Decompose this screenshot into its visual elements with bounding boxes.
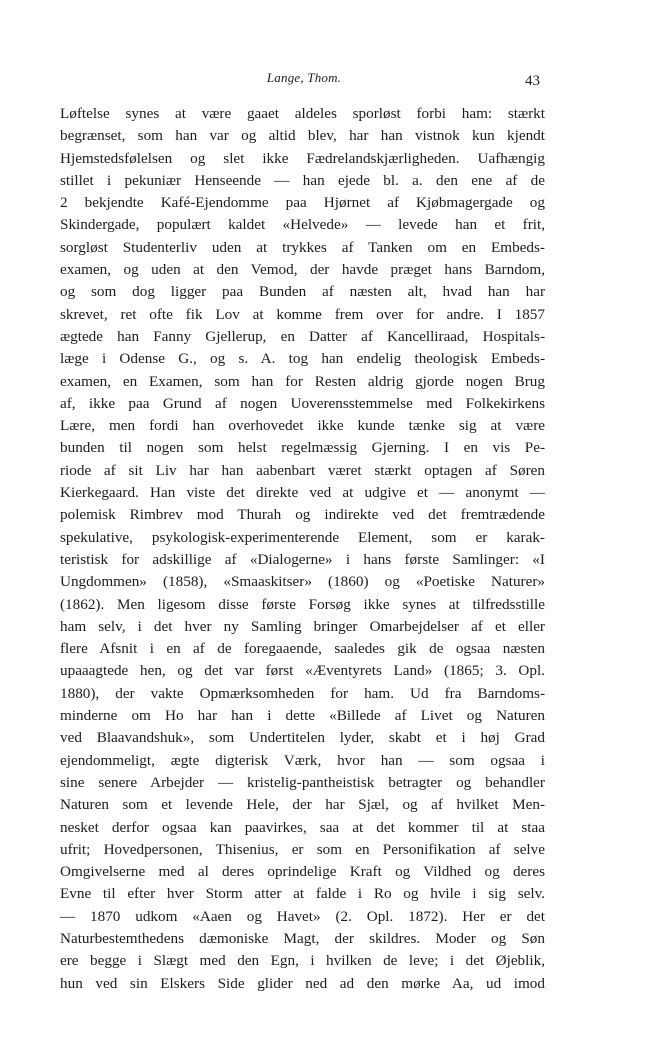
text-line: teristisk for adskillige af «Dialogerne» i hans første Samlinger: «I xyxy=(60,550,545,568)
text-line: riode af sit Liv har han aabenbart været stærkt optagen af Søren xyxy=(60,461,545,479)
text-line: upaaagtede hen, og det var først «Æventyrets Land» (1865; 3. Opl. xyxy=(60,662,545,680)
text-line: begrænset, som han var og altid blev, har han vistnok kun kjendt xyxy=(60,127,545,145)
text-line: nesket derfor ogsaa kan paavirkes, saa at det kommer til at staa xyxy=(60,818,545,836)
text-line: Ungdommen» (1858), «Smaaskitser» (1860) og «Poetiske Naturer» xyxy=(60,573,545,591)
text-line: 2 bekjendte Kafé-Ejendomme paa Hjørnet af Kjøbmagergade og xyxy=(60,194,545,212)
body-text xyxy=(60,103,545,995)
text-line: ere begge i Slægt med den Egn, i hvilken de leve; i det Øjeblik, xyxy=(60,952,545,970)
text-line: flere Afsnit i en af de foregaaende, saaledes gik de ogsaa næsten xyxy=(60,640,545,658)
text-line: spekulative, psykologisk-experimenterende Element, som er karak- xyxy=(60,528,545,546)
text-line: ham selv, i det hver ny Samling bringer Omarbejdelser af et eller xyxy=(60,617,545,635)
text-line: (1862). Men ligesom disse første Forsøg ikke synes at tilfredsstille xyxy=(60,595,545,613)
text-line: minderne om Ho har han i dette «Billede af Livet og Naturen xyxy=(60,707,545,725)
text-line: Omgivelserne med al deres oprindelige Kraft og Vildhed og deres xyxy=(60,863,545,881)
text-line: bunden til nogen som helst regelmæssig Gjerning. I en vis Pe- xyxy=(60,439,545,457)
text-line: Kierkegaard. Han viste det direkte ved at udgive et — anonymt — xyxy=(60,484,545,502)
running-head: Lange, Thom. xyxy=(266,70,342,85)
text-line: Lære, men fordi han overhovedet ikke kunde tænke sig at være xyxy=(60,417,545,435)
text-line: ved Blaavandshuk», som Undertitelen lyder, skabt et i høj Grad xyxy=(60,729,545,747)
text-line: sorgløst Studenterliv uden at trykkes af Tanken om en Embeds- xyxy=(60,238,545,256)
text-line: ufrit; Hovedpersonen, Thisenius, er som en Personifikation af selve xyxy=(60,840,545,858)
text-line: ægtede han Fanny Gjellerup, en Datter af Kancelliraad, Hospitals- xyxy=(60,327,545,345)
text-line: læge i Odense G., og s. A. tog han endelig theologisk Embeds- xyxy=(60,350,545,368)
text-line: Hjemstedsfølelsen og slet ikke Fædrelandskjærligheden. Uafhængig xyxy=(60,149,545,167)
text-line: Skindergade, populært kaldet «Helvede» — levede han et frit, xyxy=(60,216,545,234)
page-number: 43 xyxy=(525,73,540,89)
text-line: Løftelse synes at være gaaet aldeles sporløst forbi ham: stærkt xyxy=(60,105,545,122)
text-line: Naturbestemthedens dæmoniske Magt, der skildres. Moder og Søn xyxy=(60,929,545,947)
text-line: stillet i pekuniær Henseende — han ejede bl. a. den ene af de xyxy=(60,171,545,189)
text-line: Naturen som et levende Hele, der har Sjæl, og af hvilket Men- xyxy=(60,796,545,814)
text-line: Evne til efter hver Storm atter at falde i Ro og hvile i sig selv. xyxy=(60,885,545,903)
text-line: — 1870 udkom «Aaen og Havet» (2. Opl. 1872). Her er det xyxy=(60,907,545,925)
text-line: skrevet, ret ofte fik Lov at komme frem over for andre. I 1857 xyxy=(60,305,545,323)
text-line: og som dog ligger paa Bunden af næsten alt, hvad han har xyxy=(60,283,545,301)
text-line: sine senere Arbejder — kristelig-pantheistisk betragter og behandler xyxy=(60,773,545,791)
text-line: af, ikke paa Grund af nogen Uoverensstemmelse med Folkekirkens xyxy=(60,394,545,412)
text-line: 1880), der vakte Opmærksomheden for ham. Ud fra Barndoms- xyxy=(60,684,545,702)
text-line: examen, en Examen, som han for Resten aldrig gjorde nogen Brug xyxy=(60,372,545,390)
page-header xyxy=(60,70,548,92)
text-line: polemisk Rimbrev mod Thurah og indirekte ved det fremtrædende xyxy=(60,506,545,524)
text-line: examen, og uden at den Vemod, der havde præget hans Barndom, xyxy=(60,261,545,279)
text-line: hun ved sin Elskers Side glider ned ad den mørke Aa, ud imod xyxy=(60,974,545,992)
text-line: ejendommeligt, ægte digterisk Værk, hvor han — som ogsaa i xyxy=(60,751,545,769)
